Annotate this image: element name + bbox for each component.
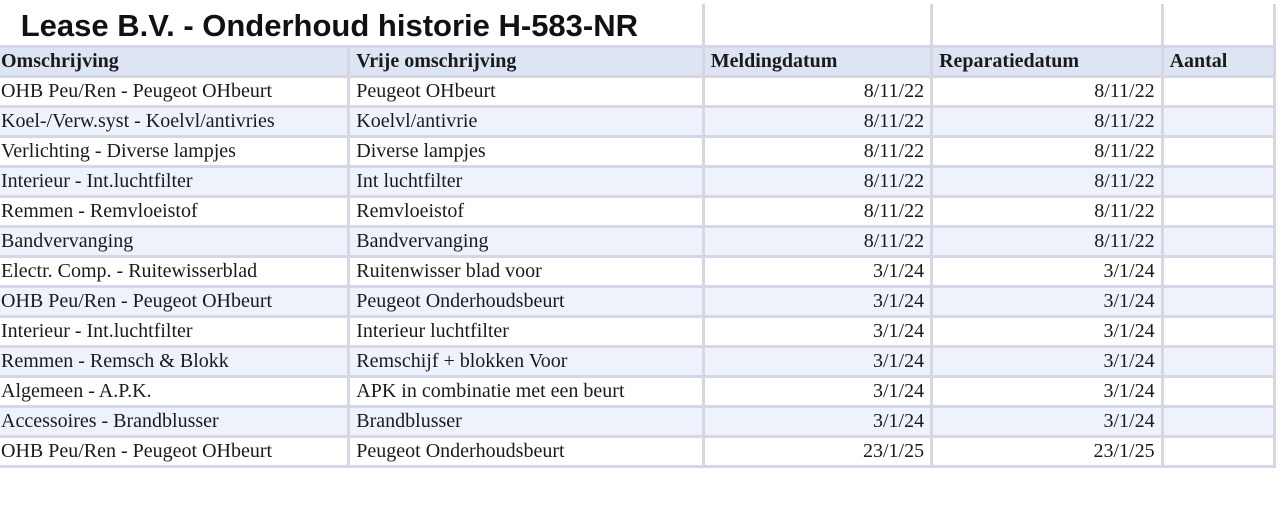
cell-meldingdatum[interactable]: 3/1/24	[703, 377, 931, 407]
cell-reparatiedatum[interactable]: 8/11/22	[932, 137, 1162, 167]
cell-aantal[interactable]	[1162, 167, 1274, 197]
cell-reparatiedatum[interactable]: 23/1/25	[932, 437, 1162, 467]
cell-meldingdatum[interactable]: 8/11/22	[703, 107, 931, 137]
cell-meldingdatum[interactable]: 23/1/25	[703, 437, 931, 467]
cell-aantal[interactable]	[1162, 437, 1274, 467]
table-row[interactable]	[0, 347, 1275, 377]
cell-omschrijving[interactable]: Interieur - Int.luchtfilter	[0, 317, 349, 347]
cell-aantal[interactable]	[1162, 227, 1274, 257]
cell-aantal[interactable]	[1162, 197, 1274, 227]
cell-vrije-omschrijving[interactable]: Peugeot Onderhoudsbeurt	[349, 287, 704, 317]
title-blank-cell	[932, 6, 1162, 47]
cell-reparatiedatum[interactable]: 3/1/24	[932, 377, 1162, 407]
cell-omschrijving[interactable]: Accessoires - Brandblusser	[0, 407, 349, 437]
cell-aantal[interactable]	[1162, 77, 1274, 107]
cell-aantal[interactable]	[1162, 347, 1274, 377]
cell-omschrijving[interactable]: OHB Peu/Ren - Peugeot OHbeurt	[0, 287, 349, 317]
cell-vrije-omschrijving[interactable]: Koelvl/antivrie	[349, 107, 704, 137]
cell-reparatiedatum[interactable]: 8/11/22	[932, 227, 1162, 257]
cell-meldingdatum[interactable]: 8/11/22	[703, 137, 931, 167]
cell-reparatiedatum[interactable]: 3/1/24	[932, 407, 1162, 437]
cell-meldingdatum[interactable]: 8/11/22	[703, 167, 931, 197]
cell-omschrijving[interactable]: OHB Peu/Ren - Peugeot OHbeurt	[0, 437, 349, 467]
cell-omschrijving[interactable]: Verlichting - Diverse lampjes	[0, 137, 349, 167]
cell-omschrijving[interactable]: Interieur - Int.luchtfilter	[0, 167, 349, 197]
cell-aantal[interactable]	[1162, 107, 1274, 137]
column-header-vrije-omschrijving[interactable]: Vrije omschrijving	[349, 47, 704, 77]
column-header-meldingdatum[interactable]: Meldingdatum	[703, 47, 931, 77]
cell-omschrijving[interactable]: Remmen - Remvloeistof	[0, 197, 349, 227]
table-row[interactable]	[0, 257, 1275, 287]
cell-aantal[interactable]	[1162, 407, 1274, 437]
table-row[interactable]	[0, 137, 1275, 167]
table-row[interactable]	[0, 377, 1275, 407]
cell-reparatiedatum[interactable]: 8/11/22	[932, 197, 1162, 227]
cell-vrije-omschrijving[interactable]: Peugeot Onderhoudsbeurt	[349, 437, 704, 467]
cell-vrije-omschrijving[interactable]: Remvloeistof	[349, 197, 704, 227]
cell-aantal[interactable]	[1162, 317, 1274, 347]
sheet-title: Lease B.V. - Onderhoud historie H-583-NR	[0, 6, 703, 47]
cell-vrije-omschrijving[interactable]: Interieur luchtfilter	[349, 317, 704, 347]
table-row[interactable]	[0, 77, 1275, 107]
cell-meldingdatum[interactable]: 3/1/24	[703, 317, 931, 347]
title-blank-cell	[703, 6, 931, 47]
cell-vrije-omschrijving[interactable]: Int luchtfilter	[349, 167, 704, 197]
cell-omschrijving[interactable]: Electr. Comp. - Ruitewisserblad	[0, 257, 349, 287]
cell-vrije-omschrijving[interactable]: Peugeot OHbeurt	[349, 77, 704, 107]
column-header-aantal[interactable]: Aantal	[1162, 47, 1274, 77]
cell-vrije-omschrijving[interactable]: Ruitenwisser blad voor	[349, 257, 704, 287]
cell-vrije-omschrijving[interactable]: Brandblusser	[349, 407, 704, 437]
cell-reparatiedatum[interactable]: 3/1/24	[932, 347, 1162, 377]
column-header-omschrijving[interactable]: Omschrijving	[0, 47, 349, 77]
cell-meldingdatum[interactable]: 8/11/22	[703, 197, 931, 227]
title-row	[0, 6, 1275, 47]
cell-aantal[interactable]	[1162, 257, 1274, 287]
cell-reparatiedatum[interactable]: 8/11/22	[932, 167, 1162, 197]
cell-omschrijving[interactable]: Koel-/Verw.syst - Koelvl/antivries	[0, 107, 349, 137]
cell-reparatiedatum[interactable]: 3/1/24	[932, 287, 1162, 317]
table-row[interactable]	[0, 107, 1275, 137]
column-header-reparatiedatum[interactable]: Reparatiedatum	[932, 47, 1162, 77]
cell-omschrijving[interactable]: Bandvervanging	[0, 227, 349, 257]
cell-meldingdatum[interactable]: 3/1/24	[703, 257, 931, 287]
cell-reparatiedatum[interactable]: 8/11/22	[932, 77, 1162, 107]
cell-vrije-omschrijving[interactable]: Diverse lampjes	[349, 137, 704, 167]
cell-aantal[interactable]	[1162, 137, 1274, 167]
cell-vrije-omschrijving[interactable]: APK in combinatie met een beurt	[349, 377, 704, 407]
maintenance-history-table	[0, 4, 1276, 468]
cell-reparatiedatum[interactable]: 3/1/24	[932, 257, 1162, 287]
table-row[interactable]	[0, 287, 1275, 317]
header-row	[0, 47, 1275, 77]
cell-meldingdatum[interactable]: 3/1/24	[703, 287, 931, 317]
cell-aantal[interactable]	[1162, 377, 1274, 407]
cell-omschrijving[interactable]: Remmen - Remsch & Blokk	[0, 347, 349, 377]
title-blank-cell	[1162, 6, 1274, 47]
cell-meldingdatum[interactable]: 8/11/22	[703, 77, 931, 107]
table-row[interactable]	[0, 317, 1275, 347]
table-row[interactable]	[0, 167, 1275, 197]
cell-reparatiedatum[interactable]: 3/1/24	[932, 317, 1162, 347]
cell-meldingdatum[interactable]: 3/1/24	[703, 347, 931, 377]
cell-meldingdatum[interactable]: 3/1/24	[703, 407, 931, 437]
table-row[interactable]	[0, 437, 1275, 467]
cell-aantal[interactable]	[1162, 287, 1274, 317]
cell-reparatiedatum[interactable]: 8/11/22	[932, 107, 1162, 137]
cell-vrije-omschrijving[interactable]: Remschijf + blokken Voor	[349, 347, 704, 377]
cell-omschrijving[interactable]: Algemeen - A.P.K.	[0, 377, 349, 407]
cell-vrije-omschrijving[interactable]: Bandvervanging	[349, 227, 704, 257]
table-row[interactable]	[0, 197, 1275, 227]
cell-omschrijving[interactable]: OHB Peu/Ren - Peugeot OHbeurt	[0, 77, 349, 107]
table-row[interactable]	[0, 407, 1275, 437]
cell-meldingdatum[interactable]: 8/11/22	[703, 227, 931, 257]
table-row[interactable]	[0, 227, 1275, 257]
